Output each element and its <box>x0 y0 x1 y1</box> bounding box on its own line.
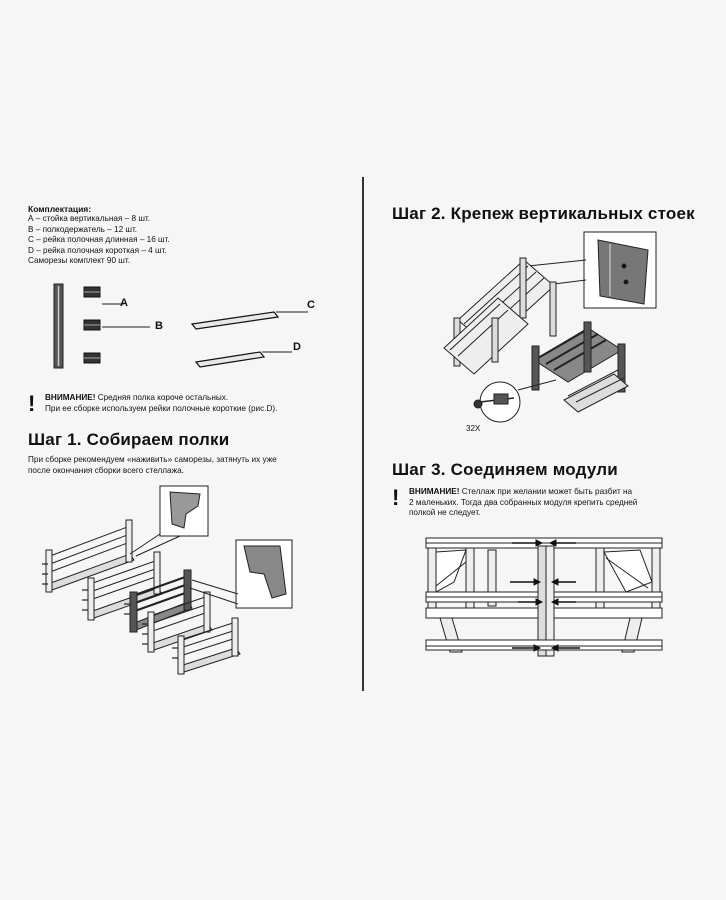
kit-item: А – стойка вертикальная – 8 шт. <box>28 214 151 223</box>
kit-title: Комплектация: <box>28 204 92 214</box>
shelf-frame-dark <box>130 570 192 632</box>
module-right <box>554 548 662 618</box>
column-divider <box>362 177 364 691</box>
module-left <box>426 548 546 618</box>
detail-callout <box>130 486 208 556</box>
part-a-post <box>54 284 63 368</box>
warning-label: ВНИМАНИЕ! <box>409 487 460 496</box>
step3-diagram <box>426 536 666 658</box>
warning-label: ВНИМАНИЕ! <box>45 393 96 402</box>
step2-title: Шаг 2. Крепеж вертикальных стоек <box>392 204 695 223</box>
kit-item: В – полкодержатель – 12 шт. <box>28 224 138 234</box>
screw-count-label: 32X <box>466 424 481 433</box>
warning-line: полкой не следует. <box>409 508 481 517</box>
step1-line: При сборке рекомендуем «наживить» саморезы, затянуть их уже <box>28 455 277 464</box>
step1-title: Шаг 1. Собираем полки <box>28 430 230 449</box>
warning-middle-shelf <box>45 393 277 414</box>
post-detail-callout <box>528 232 656 308</box>
screw-detail <box>474 380 556 422</box>
kit-list <box>28 214 170 267</box>
warning-split-modules <box>409 487 637 519</box>
warning-icon: ! <box>392 485 400 510</box>
warning-line: 2 маленьких. Тогда два собранных модуля крепить средней <box>409 497 638 507</box>
part-d-short-slat <box>196 352 292 367</box>
step1-description <box>28 455 277 476</box>
kit-item: Саморезы комплект 90 шт. <box>28 256 130 265</box>
warning-line: Средняя полка короче остальных. <box>95 393 229 402</box>
step2-diagram <box>438 230 698 430</box>
kit-item: С – рейка полочная длинная – 16 шт. <box>28 235 170 244</box>
part-a-label: A <box>120 297 128 309</box>
part-c-label: C <box>307 299 315 311</box>
warning-line: При ее сборке используем рейки полочные короткие (рис.D). <box>45 403 278 413</box>
warning-icon: ! <box>28 391 36 416</box>
part-b-brackets <box>84 287 100 363</box>
part-d-label: D <box>293 341 301 353</box>
kit-item: D – рейка полочная короткая – 4 шт. <box>28 245 167 255</box>
step1-diagram <box>40 484 310 674</box>
shelf-module-right <box>532 322 628 412</box>
part-b-label: B <box>155 320 163 332</box>
parts-diagram <box>40 282 340 377</box>
step3-title: Шаг 3. Соединяем модули <box>392 460 618 479</box>
step1-line: после окончания сборки всего стеллажа. <box>28 465 184 475</box>
warning-line: Стеллаж при желании может быть разбит на <box>459 487 633 496</box>
part-c-long-slat <box>192 312 308 329</box>
